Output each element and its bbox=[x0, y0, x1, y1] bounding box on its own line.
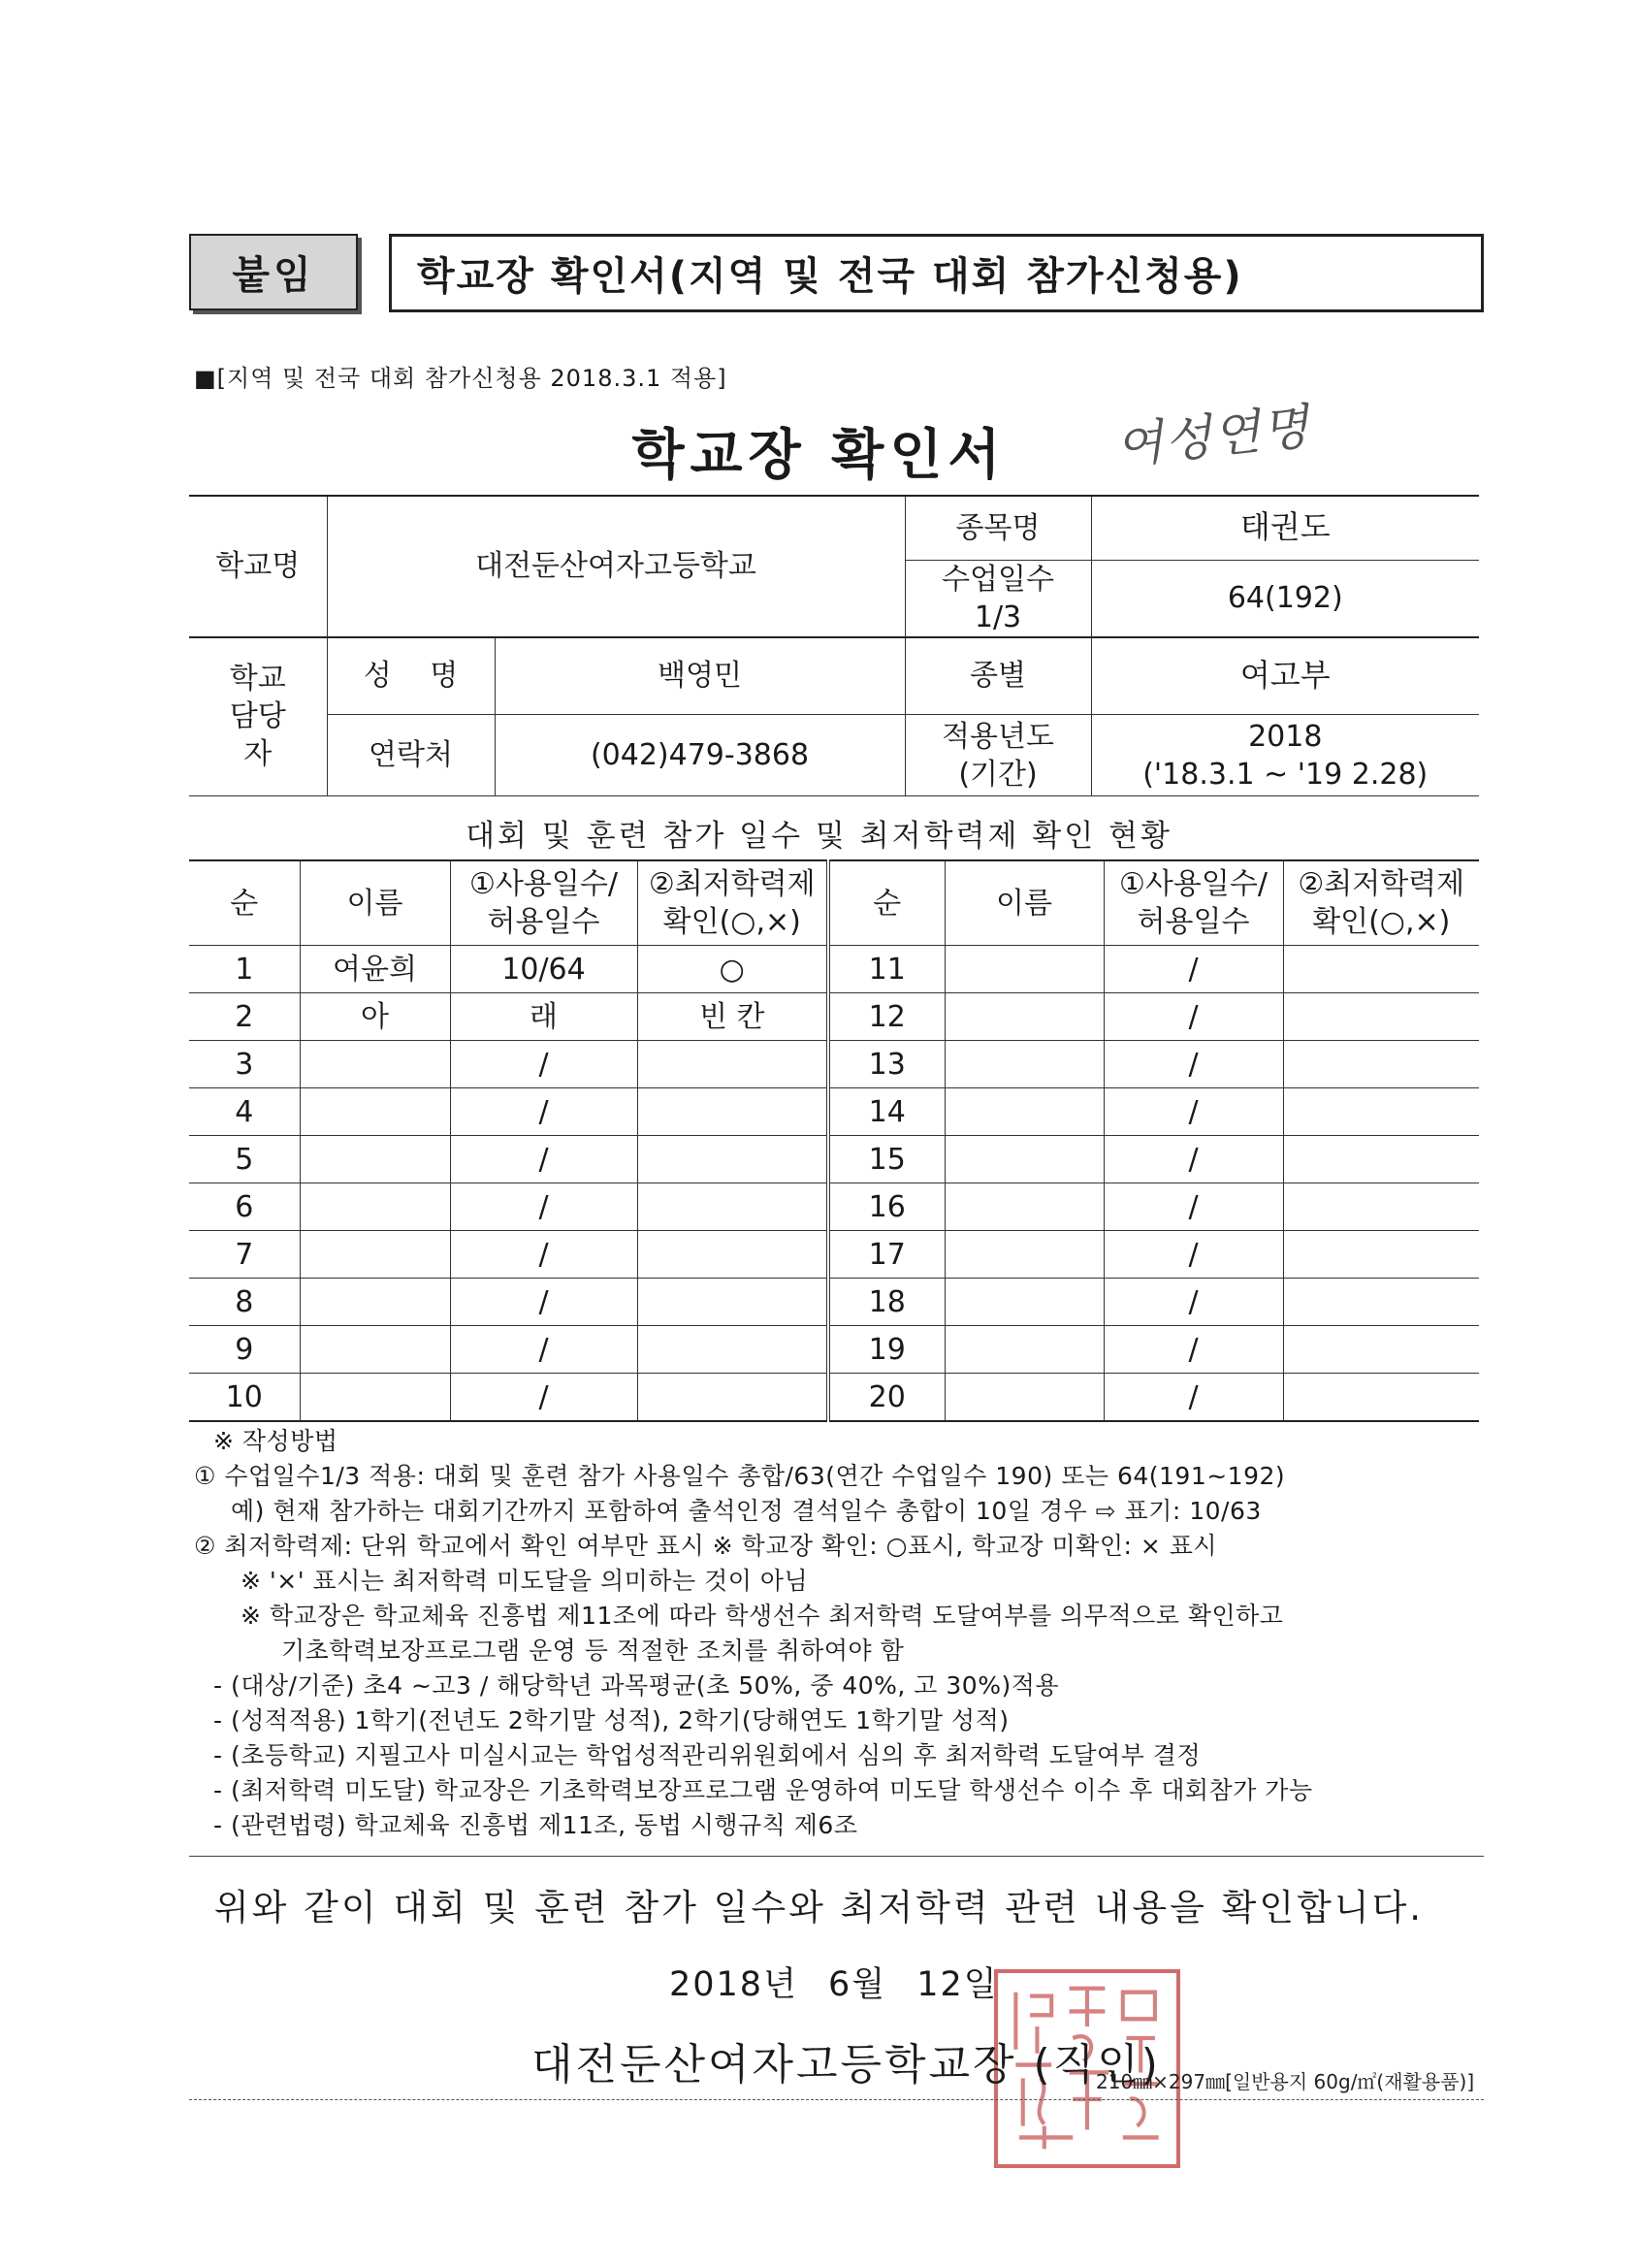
table-cell-check bbox=[1283, 1326, 1479, 1374]
table-cell-name bbox=[300, 1279, 450, 1326]
section-subtitle: 대회 및 훈련 참가 일수 및 최저학력제 확인 현황 bbox=[466, 819, 1172, 854]
table-cell-no: 14 bbox=[828, 1088, 945, 1136]
instructions bbox=[194, 1424, 1493, 1843]
table-cell-name bbox=[945, 1279, 1104, 1326]
table-cell-check bbox=[1283, 1374, 1479, 1422]
table-cell-days: / bbox=[1104, 1088, 1283, 1136]
table-cell-name bbox=[300, 1088, 450, 1136]
category-value: 여고부 bbox=[1091, 637, 1479, 715]
table-cell-check bbox=[1283, 946, 1479, 993]
table-cell-no: 8 bbox=[189, 1279, 300, 1326]
name-value: 백영민 bbox=[495, 637, 905, 715]
note-item: 기초학력보장프로그램 운영 등 적절한 조치를 취하여야 함 bbox=[281, 1636, 905, 1665]
confirmation-statement: 위와 같이 대회 및 훈련 참가 일수와 최저학력 관련 내용을 확인합니다. bbox=[213, 1887, 1425, 1928]
name-label: 성 명 bbox=[327, 637, 495, 715]
table-cell-name bbox=[300, 1136, 450, 1183]
col-header-check: ②최저학력제 확인(○,×) bbox=[637, 860, 828, 946]
note-item: - (초등학교) 지필고사 미실시교는 학업성적관리위원회에서 심의 후 최저학력 도달여부 결정 bbox=[213, 1741, 1202, 1769]
table-cell-no: 3 bbox=[189, 1041, 300, 1088]
table-cell-check bbox=[637, 1374, 828, 1422]
issue-date: 2018년 6월 12일 bbox=[669, 1965, 999, 2004]
table-cell-no: 4 bbox=[189, 1088, 300, 1136]
table-cell-check bbox=[1283, 1279, 1479, 1326]
note-item: ※ '×' 표시는 최저학력 미도달을 의미하는 것이 아님 bbox=[241, 1567, 809, 1595]
table-cell-no: 13 bbox=[828, 1041, 945, 1088]
table-cell-name bbox=[300, 1041, 450, 1088]
category-label: 종별 bbox=[905, 637, 1091, 715]
table-cell-name bbox=[945, 993, 1104, 1041]
table-cell-name bbox=[945, 1326, 1104, 1374]
table-cell-check: ○ bbox=[637, 946, 828, 993]
participants-table bbox=[189, 859, 1479, 1422]
col-header-check: ②최저학력제 확인(○,×) bbox=[1283, 860, 1479, 946]
year-label: 적용년도 (기간) bbox=[905, 715, 1091, 796]
table-cell-check bbox=[637, 1041, 828, 1088]
table-cell-days: / bbox=[450, 1183, 637, 1231]
note-heading: ※ 작성방법 bbox=[213, 1427, 338, 1455]
note-item: ② 최저학력제: 단위 학교에서 확인 여부만 표시 ※ 학교장 확인: ○표시, 학교장 미확인: × 표시 bbox=[194, 1532, 1218, 1560]
table-cell-check bbox=[1283, 1088, 1479, 1136]
principal-signature: 대전둔산여자고등학교장 (직인) bbox=[531, 2040, 1161, 2090]
school-days-value: 64(192) bbox=[1091, 560, 1479, 637]
table-row bbox=[189, 1041, 1479, 1088]
period-value: ('18.3.1 ~ '19 2.28) bbox=[1142, 757, 1429, 792]
table-cell-no: 18 bbox=[828, 1279, 945, 1326]
table-cell-days: / bbox=[450, 1326, 637, 1374]
table-cell-no: 9 bbox=[189, 1326, 300, 1374]
divider bbox=[189, 1856, 1484, 1857]
table-cell-name: 아 bbox=[300, 993, 450, 1041]
table-cell-no: 6 bbox=[189, 1183, 300, 1231]
table-cell-name bbox=[300, 1183, 450, 1231]
col-header-no: 순 bbox=[828, 860, 945, 946]
table-cell-check bbox=[637, 1088, 828, 1136]
table-cell-days: / bbox=[450, 1136, 637, 1183]
table-row bbox=[189, 1183, 1479, 1231]
col-header-name: 이름 bbox=[945, 860, 1104, 946]
table-cell-no: 11 bbox=[828, 946, 945, 993]
table-row bbox=[189, 946, 1479, 993]
table-cell-days: / bbox=[450, 1279, 637, 1326]
table-cell-check bbox=[637, 1279, 828, 1326]
event-value: 태권도 bbox=[1091, 496, 1479, 560]
table-row bbox=[189, 1374, 1479, 1422]
table-cell-check bbox=[1283, 993, 1479, 1041]
table-cell-name bbox=[300, 1374, 450, 1422]
table-cell-days: / bbox=[450, 1231, 637, 1279]
table-cell-days: / bbox=[1104, 1136, 1283, 1183]
table-cell-name bbox=[945, 1088, 1104, 1136]
table-cell-no: 5 bbox=[189, 1136, 300, 1183]
contact-label: 학교 담당자 bbox=[189, 637, 327, 796]
event-label: 종목명 bbox=[905, 496, 1091, 560]
table-row bbox=[189, 1231, 1479, 1279]
header-title: 학교장 확인서(지역 및 전국 대회 참가신청용) bbox=[389, 234, 1484, 312]
table-cell-no: 12 bbox=[828, 993, 945, 1041]
col-header-days: ①사용일수/ 허용일수 bbox=[1104, 860, 1283, 946]
table-cell-check bbox=[637, 1326, 828, 1374]
table-cell-days: / bbox=[1104, 1183, 1283, 1231]
note-item: 예) 현재 참가하는 대회기간까지 포함하여 출석인정 결석일수 총합이 10일 경우 ⇨ 표기: 10/63 bbox=[231, 1497, 1262, 1525]
table-cell-no: 10 bbox=[189, 1374, 300, 1422]
table-cell-name bbox=[945, 946, 1104, 993]
applicability-notice: ■[지역 및 전국 대회 참가신청용 2018.3.1 적용] bbox=[194, 365, 727, 392]
table-cell-name bbox=[945, 1183, 1104, 1231]
phone-value: (042)479-3868 bbox=[495, 715, 905, 796]
table-cell-days: / bbox=[450, 1374, 637, 1422]
table-cell-check bbox=[637, 1183, 828, 1231]
table-cell-days: / bbox=[1104, 1326, 1283, 1374]
phone-label: 연락처 bbox=[327, 715, 495, 796]
table-cell-check: 빈 칸 bbox=[637, 993, 828, 1041]
year-cell bbox=[1091, 715, 1479, 796]
note-item: ※ 학교장은 학교체육 진흥법 제11조에 따라 학생선수 최저학력 도달여부를 의무적으로 확인하고 bbox=[241, 1602, 1284, 1630]
table-cell-days: 래 bbox=[450, 993, 637, 1041]
table-cell-check bbox=[637, 1231, 828, 1279]
table-cell-name bbox=[945, 1136, 1104, 1183]
table-cell-name bbox=[300, 1326, 450, 1374]
table-cell-no: 15 bbox=[828, 1136, 945, 1183]
year-value: 2018 bbox=[1248, 719, 1323, 754]
table-row bbox=[189, 1326, 1479, 1374]
col-header-days: ①사용일수/ 허용일수 bbox=[450, 860, 637, 946]
divider-dashed bbox=[189, 2099, 1484, 2100]
note-item: - (관련법령) 학교체육 진흥법 제11조, 동법 시행규칙 제6조 bbox=[213, 1811, 858, 1839]
table-cell-no: 2 bbox=[189, 993, 300, 1041]
table-cell-check bbox=[1283, 1231, 1479, 1279]
table-cell-no: 17 bbox=[828, 1231, 945, 1279]
note-item: ① 수업일수1/3 적용: 대회 및 훈련 참가 사용일수 총합/63(연간 수업일수 190) 또는 64(191~192) bbox=[194, 1462, 1286, 1490]
school-days-label: 수업일수 1/3 bbox=[905, 560, 1091, 637]
table-cell-no: 19 bbox=[828, 1326, 945, 1374]
table-row bbox=[189, 1136, 1479, 1183]
school-label: 학교명 bbox=[189, 496, 327, 637]
table-cell-name bbox=[300, 1231, 450, 1279]
document-title: 학교장 확인서 bbox=[631, 424, 1007, 487]
table-cell-check bbox=[1283, 1136, 1479, 1183]
note-item: - (성적적용) 1학기(전년도 2학기말 성적), 2학기(당해연도 1학기말 성적) bbox=[213, 1706, 1010, 1734]
handwritten-note: 여성연명 bbox=[1112, 398, 1314, 475]
attachment-tag: 붙임 bbox=[189, 234, 358, 310]
table-cell-name: 여윤희 bbox=[300, 946, 450, 993]
note-item: - (대상/기준) 초4 ~고3 / 해당학년 과목평균(초 50%, 중 40%, 고 30%)적용 bbox=[213, 1671, 1059, 1700]
table-cell-no: 7 bbox=[189, 1231, 300, 1279]
school-value: 대전둔산여자고등학교 bbox=[327, 496, 905, 637]
table-row bbox=[189, 993, 1479, 1041]
table-row bbox=[189, 1279, 1479, 1326]
table-cell-check bbox=[1283, 1183, 1479, 1231]
school-info-table bbox=[189, 495, 1479, 796]
table-cell-days: / bbox=[450, 1088, 637, 1136]
note-item: - (최저학력 미도달) 학교장은 기초학력보장프로그램 운영하여 미도달 학생선수 이수 후 대회참가 가능 bbox=[213, 1776, 1313, 1804]
table-cell-no: 16 bbox=[828, 1183, 945, 1231]
table-row bbox=[189, 1088, 1479, 1136]
col-header-name: 이름 bbox=[300, 860, 450, 946]
table-cell-check bbox=[637, 1136, 828, 1183]
table-cell-days: / bbox=[1104, 946, 1283, 993]
table-cell-check bbox=[1283, 1041, 1479, 1088]
table-cell-days: / bbox=[1104, 993, 1283, 1041]
paper-spec: 210㎜×297㎜[일반용지 60g/㎡(재활용품)] bbox=[1096, 2070, 1475, 2093]
table-cell-days: / bbox=[1104, 1041, 1283, 1088]
col-header-no: 순 bbox=[189, 860, 300, 946]
table-cell-days: / bbox=[1104, 1231, 1283, 1279]
table-cell-name bbox=[945, 1231, 1104, 1279]
table-cell-no: 20 bbox=[828, 1374, 945, 1422]
table-cell-name bbox=[945, 1041, 1104, 1088]
table-cell-days: / bbox=[450, 1041, 637, 1088]
table-cell-days: / bbox=[1104, 1374, 1283, 1422]
table-cell-days: / bbox=[1104, 1279, 1283, 1326]
table-cell-days: 10/64 bbox=[450, 946, 637, 993]
table-cell-name bbox=[945, 1374, 1104, 1422]
table-cell-no: 1 bbox=[189, 946, 300, 993]
